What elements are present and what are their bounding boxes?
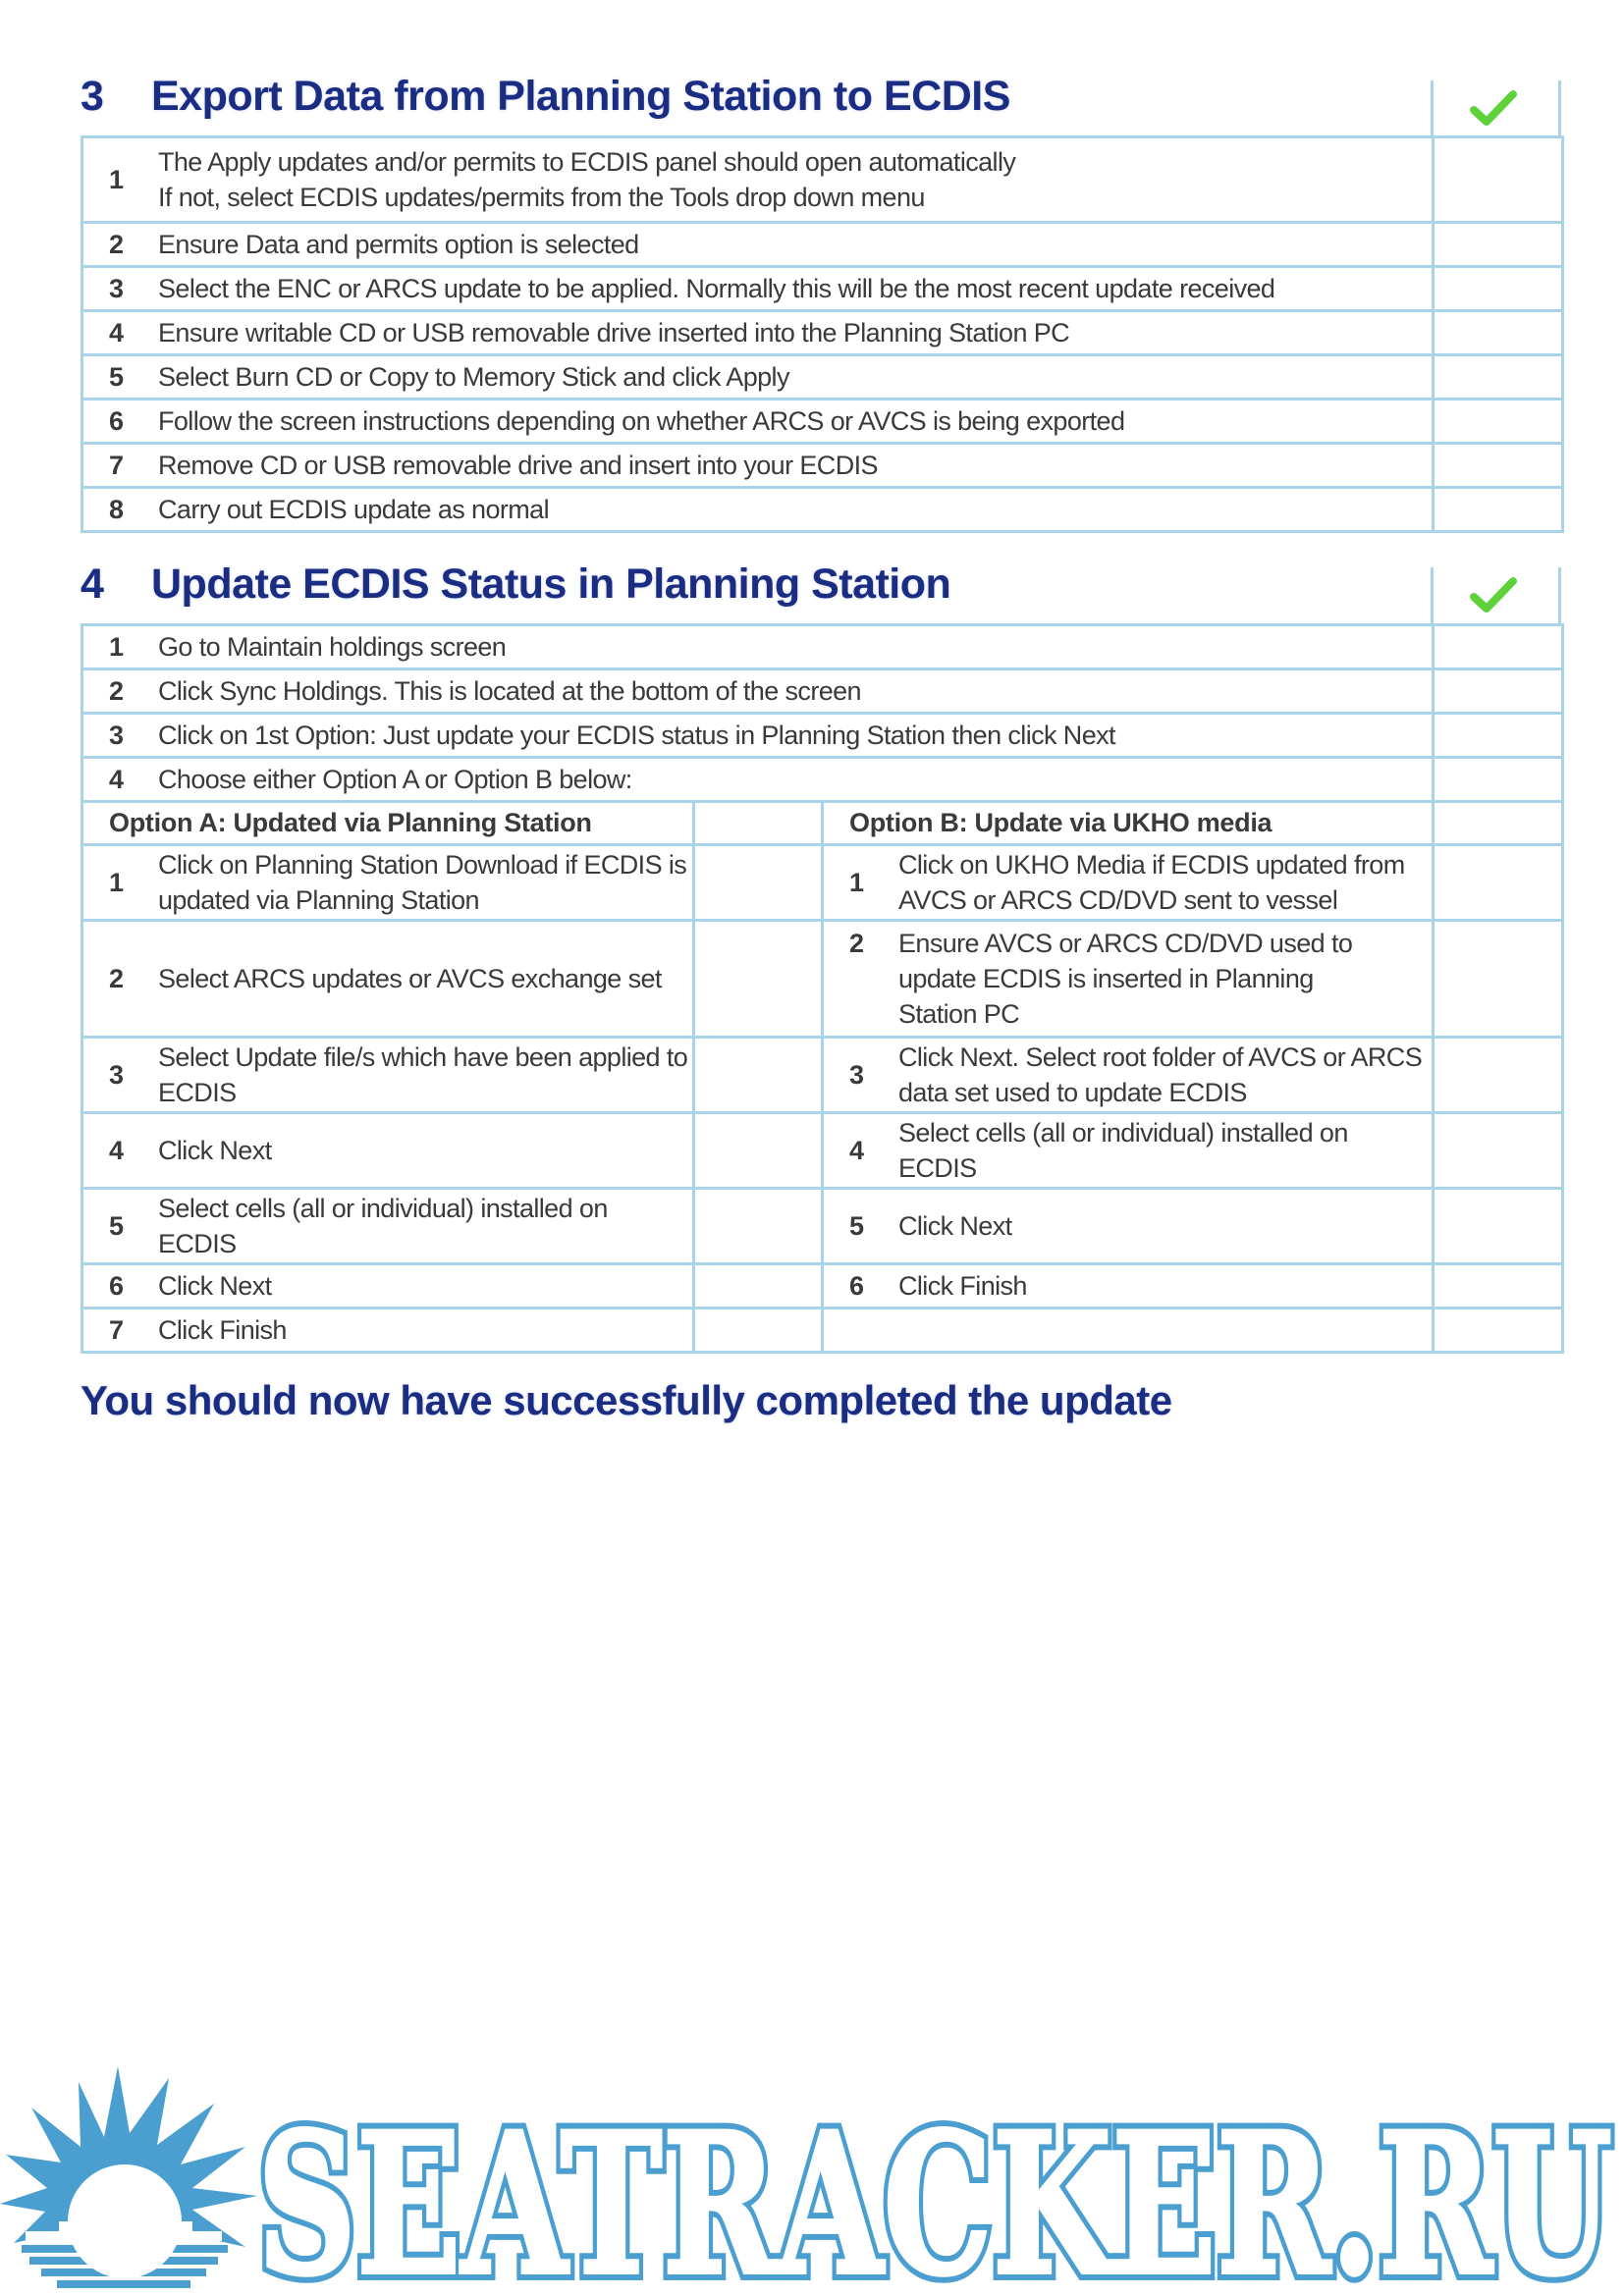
empty-cell [823, 1308, 1434, 1353]
step-text: Follow the screen instructions depending on whether ARCS or AVCS is being exported [158, 406, 1125, 436]
step-number: 6 [109, 405, 125, 436]
table-row [82, 921, 1563, 1038]
check-cell[interactable] [1434, 355, 1563, 400]
table-row [82, 267, 1563, 311]
step-text: Ensure writable CD or USB removable drive inserted into the Planning Station PC [158, 318, 1070, 347]
check-cell[interactable] [1434, 1308, 1563, 1353]
step-text-line: The Apply updates and/or permits to ECDIS panel should open automatically [158, 147, 1016, 177]
check-cell[interactable] [1434, 1189, 1563, 1264]
table-row [82, 1308, 1563, 1353]
check-cell[interactable] [694, 1264, 823, 1308]
check-cell[interactable] [1434, 714, 1563, 758]
check-cell[interactable] [1434, 267, 1563, 311]
table-row [82, 488, 1563, 532]
step-text: Click Next [898, 1211, 1012, 1241]
table-row [82, 1264, 1563, 1308]
check-cell[interactable] [694, 1113, 823, 1189]
step-text: Click Finish [898, 1271, 1027, 1301]
table-row [82, 223, 1563, 267]
step-text: Select Update file/s which have been applied to ECDIS [158, 1042, 688, 1107]
step-number: 3 [849, 1059, 865, 1090]
check-cell[interactable] [694, 845, 823, 921]
check-cell[interactable] [1434, 921, 1563, 1038]
table-row [82, 355, 1563, 400]
check-cell[interactable] [1434, 444, 1563, 488]
table-row [82, 137, 1563, 223]
seatracker-logo [0, 2056, 1624, 2296]
section-3-header-rule [1558, 80, 1561, 137]
step-number: 4 [109, 1135, 125, 1165]
step-number: 1 [109, 631, 125, 662]
check-cell[interactable] [1434, 802, 1563, 845]
step-text: Click Next. Select root folder of AVCS or ARCS data set used to update ECDIS [898, 1042, 1423, 1107]
check-cell[interactable] [1434, 400, 1563, 444]
check-cell[interactable] [1434, 137, 1563, 223]
step-text: Select cells (all or individual) installed on ECDIS [158, 1194, 608, 1258]
step-number: 2 [849, 929, 865, 958]
checkmark-icon [1470, 88, 1517, 128]
step-text-line: If not, select ECDIS updates/permits from the Tools drop down menu [158, 183, 925, 212]
step-number: 3 [109, 1059, 125, 1090]
table-row [82, 845, 1563, 921]
step-number: 5 [109, 1210, 125, 1241]
option-b-heading: Option B: Update via UKHO media [823, 802, 1434, 845]
option-a-heading: Option A: Updated via Planning Station [82, 802, 694, 845]
section-title-text: Export Data from Planning Station to ECDIS [151, 73, 1010, 120]
section-3-header-rule [1431, 80, 1434, 137]
section-number: 3 [81, 73, 104, 120]
check-cell[interactable] [694, 921, 823, 1038]
check-cell[interactable] [1434, 625, 1563, 669]
check-cell[interactable] [1434, 1038, 1563, 1113]
section-4-header-rule [1558, 567, 1561, 624]
step-text [158, 144, 1432, 215]
step-number: 2 [109, 229, 125, 259]
check-cell[interactable] [1434, 311, 1563, 355]
table-row [82, 444, 1563, 488]
step-text: Select Burn CD or Copy to Memory Stick and click Apply [158, 362, 789, 392]
check-cell[interactable] [694, 1189, 823, 1264]
step-number: 4 [109, 317, 125, 347]
step-number: 6 [849, 1270, 865, 1301]
step-text: Click Next [158, 1271, 272, 1301]
step-number: 2 [109, 675, 125, 706]
step-text: Go to Maintain holdings screen [158, 632, 507, 662]
check-cell[interactable] [1434, 1264, 1563, 1308]
step-text: Choose either Option A or Option B below: [158, 765, 632, 794]
table-row [82, 1113, 1563, 1189]
step-number: 4 [849, 1135, 865, 1165]
step-text: Click on Planning Station Download if ECDIS is updated via Planning Station [158, 850, 687, 915]
table-row [82, 625, 1563, 669]
table-row [82, 311, 1563, 355]
step-number: 4 [109, 764, 125, 794]
step-text: Remove CD or USB removable drive and insert into your ECDIS [158, 451, 878, 480]
table-row [82, 669, 1563, 714]
step-number: 3 [109, 720, 125, 750]
step-number: 7 [109, 450, 125, 480]
checkmark-icon [1470, 575, 1517, 614]
check-cell[interactable] [1434, 669, 1563, 714]
table-row [82, 400, 1563, 444]
table-row [82, 802, 1563, 845]
table-row [82, 1038, 1563, 1113]
step-text: Click Sync Holdings. This is located at the bottom of the screen [158, 676, 861, 706]
step-text: Ensure AVCS or ARCS CD/DVD used to update ECDIS is inserted in Planning Station PC [898, 929, 1353, 1029]
step-text: Click Next [158, 1136, 272, 1165]
check-cell[interactable] [694, 1038, 823, 1113]
check-cell[interactable] [1434, 223, 1563, 267]
step-number: 7 [109, 1314, 125, 1345]
step-text: Click on 1st Option: Just update your ECDIS status in Planning Station then click Next [158, 721, 1115, 750]
section-3-steps-table [81, 135, 1564, 533]
step-number: 3 [109, 273, 125, 303]
check-cell[interactable] [1434, 1113, 1563, 1189]
step-text: Click on UKHO Media if ECDIS updated from AVCS or ARCS CD/DVD sent to vessel [898, 850, 1405, 915]
step-number: 1 [109, 867, 125, 897]
step-number: 5 [849, 1210, 865, 1241]
step-number: 6 [109, 1270, 125, 1301]
check-cell[interactable] [694, 1308, 823, 1353]
step-text: Carry out ECDIS update as normal [158, 495, 549, 524]
step-text: Select ARCS updates or AVCS exchange set [158, 964, 662, 993]
step-text: Select the ENC or ARCS update to be applied. Normally this will be the most recent update received [158, 274, 1275, 303]
section-number: 4 [81, 561, 104, 608]
check-cell[interactable] [694, 802, 823, 845]
check-cell[interactable] [1434, 758, 1563, 802]
step-number: 1 [849, 867, 865, 897]
step-text: Ensure Data and permits option is selected [158, 230, 639, 259]
sun-icon [0, 2066, 257, 2288]
step-number: 8 [109, 494, 125, 524]
table-row [82, 1189, 1563, 1264]
step-number: 5 [109, 361, 125, 392]
check-cell[interactable] [1434, 488, 1563, 532]
watermark-text: SEATRACKER.RU [257, 2090, 1612, 2296]
section-4-header-rule [1431, 567, 1434, 624]
step-number: 1 [109, 164, 125, 194]
watermark-text-fill: SEATRACKER.RU [257, 2090, 1612, 2296]
completion-message: You should now have successfully completed the update [81, 1377, 1172, 1423]
section-title-text: Update ECDIS Status in Planning Station [151, 561, 951, 608]
check-cell[interactable] [1434, 845, 1563, 921]
table-row [82, 714, 1563, 758]
step-text: Select cells (all or individual) installed on ECDIS [898, 1118, 1348, 1183]
table-row [82, 758, 1563, 802]
section-4-steps-table [81, 623, 1564, 1354]
step-number: 2 [109, 963, 125, 993]
step-text: Click Finish [158, 1315, 287, 1345]
